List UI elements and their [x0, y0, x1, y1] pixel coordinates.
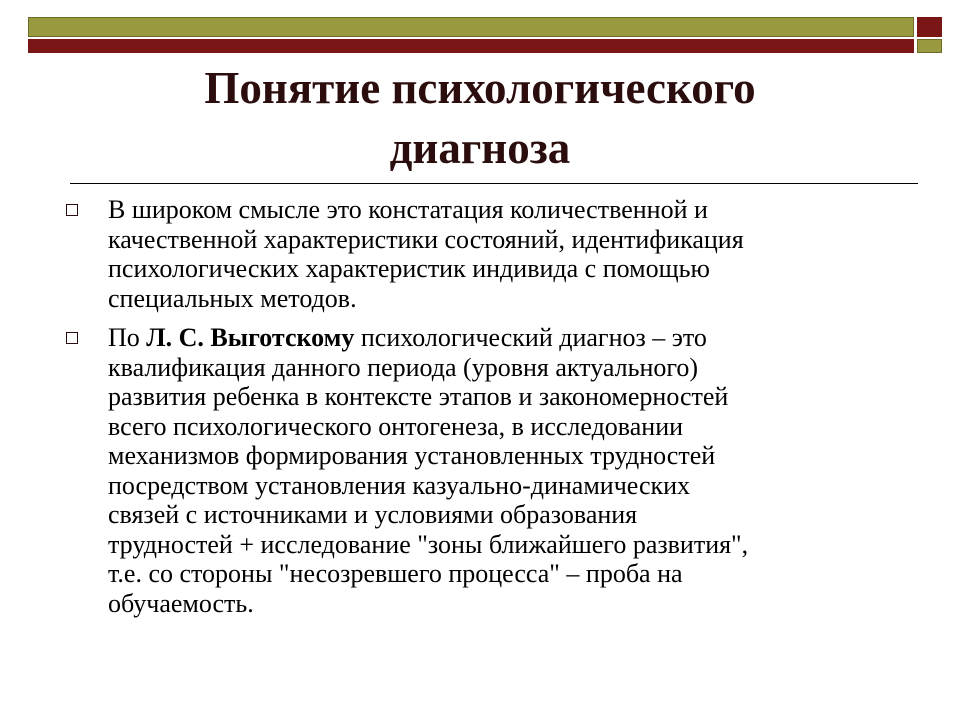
- bullet-text: [108, 323, 926, 618]
- bullet-text: В широком смысле это констатация количественной и качественной характеристики состояний, идентификация психологических характеристик индивида с помощью специальных методов.: [108, 195, 744, 313]
- bullet-item-vygotsky-definition: [66, 323, 926, 618]
- header-maroon-bar: [28, 39, 914, 53]
- bullet-item-broad-definition: [66, 195, 926, 313]
- header-olive-bar: [28, 17, 914, 37]
- author-name: Л. С. Выготскому: [146, 323, 355, 352]
- bullet-body: психологический диагноз – это квалификация данного периода (уровня актуального) развития ребенка в контексте этапов и закономерностей всего психологического онтогенеза, в исследовании механизмов формирования установленных трудностей посредством установления казуально-динамических связей с источниками и условиями образования трудностей + исследование "зоны ближайшего развития", т.е. со стороны "несозревшего процесса" – проба на обучаемость.: [108, 323, 749, 618]
- slide-title: Понятие психологического диагноза: [204, 63, 756, 173]
- bullet-list: [66, 195, 926, 628]
- bullet-prefix: По: [108, 323, 147, 352]
- hollow-square-bullet-icon: [66, 204, 78, 216]
- title-divider: [70, 183, 918, 184]
- hollow-square-bullet-icon: [66, 332, 78, 344]
- header-maroon-square: [917, 17, 942, 37]
- header-olive-square: [917, 39, 942, 53]
